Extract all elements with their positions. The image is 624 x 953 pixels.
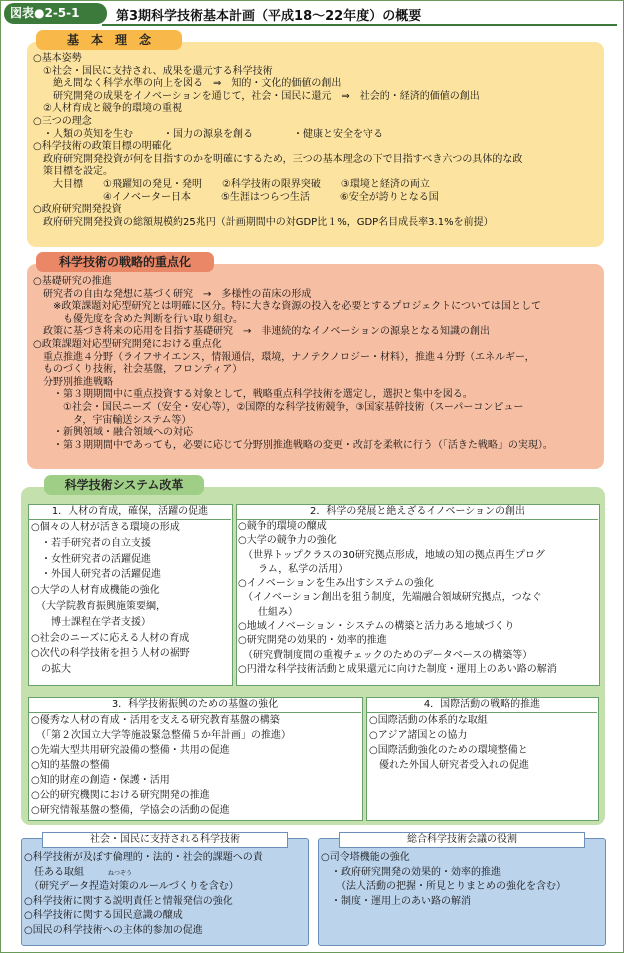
text-line: ・新興領域・融合領域への対応: [33, 427, 193, 439]
text-line: ○知的基盤の整備: [31, 760, 110, 771]
text-line: ○政府研究開発投資: [33, 204, 122, 216]
text-line: ○優秀な人材の育成・活用を支える研究教育基盤の構築: [31, 715, 280, 726]
text-line: ○科学技術の政策目標の明確化: [33, 141, 172, 153]
text-line: ○研究情報基盤の整備，学協会の活動の促進: [31, 805, 230, 816]
text-line: ※政策課題対応型研究とは明確に区分。特に大きな資源の投入を必要とするプロジェクトについては国として: [33, 301, 541, 313]
figure-number-badge: 図表●2-5-1: [4, 3, 107, 24]
text-line: タ，宇宙輸送システム等）: [33, 414, 192, 426]
text-line: の拡大: [31, 664, 71, 676]
text-line: 分野別推進戦略: [33, 376, 113, 388]
text-line: ものづくり技術，社会基盤，フロンティア）: [33, 364, 243, 376]
text-line: ・女性研究者の活躍促進: [31, 553, 151, 565]
text-line: ○研究開発の効果的・効率的推進: [238, 635, 387, 647]
text-line: 研究開発の成果をイノベーションを通じて，社会・国民に還元 ⇒ 社会的・経済的価値の創出: [33, 90, 480, 102]
text-line: ○地域イノベーション・システムの構築と活力ある地域づくり: [238, 621, 515, 633]
text-line: 研究者の自由な発想に基づく研究 → 多様性の苗床の形成: [33, 288, 312, 300]
strategic-priority-text: [33, 276, 553, 452]
text-line: 政府研究開発投資の総額規模約25兆円（計画期間中の対GDP比１%，GDP名目成長率3.1%を前提）: [33, 216, 494, 228]
infrastructure-box-heading: 3．科学技術振興のための基盤の強化: [29, 698, 361, 713]
text-line: も優先度を含めた判断を行い取り組む。: [33, 313, 243, 325]
innovation-box-text: [238, 520, 557, 677]
text-line: ○基礎研究の推進: [33, 276, 112, 287]
public-support-heading: 社会・国民に支持される科学技術: [42, 832, 288, 848]
talent-box-text: [31, 520, 190, 678]
infrastructure-box-text: [31, 713, 291, 818]
text-line: ○イノベーションを生み出すシステムの強化: [238, 578, 434, 590]
text-line: ○国際活動強化のための環境整備と: [369, 745, 528, 756]
text-line: 任ある取組: [24, 866, 84, 878]
international-box-heading: 4．国際活動の戦略的推進: [367, 698, 597, 713]
text-line: ラム，私学の活用）: [238, 563, 349, 575]
text-line: ○国民の科学技術への主体的参加の促進: [24, 924, 203, 936]
text-line: ④イノベーター日本 ⑤生涯はつらつ生活 ⑥安全が誇りとなる国: [33, 191, 439, 203]
text-line: ①社会・国民ニーズ（安全・安心等），②国際的な科学技術競争，③国家基幹技術（スーパーコンピュー: [33, 401, 524, 413]
text-line: ・第３期期間中であっても，必要に応じて分野別推進戦略の変更・改訂を柔軟に行う（「活きた戦略」の実現）。: [33, 439, 553, 451]
text-line: （研究データ捏造対策のルールづくりを含む）: [24, 881, 239, 893]
text-line: ○知的財産の創造・保護・活用: [31, 775, 170, 786]
text-line: （法人活動の把握・所見とりまとめの強化を含む）: [321, 881, 566, 893]
text-line: ○政策課題対応型研究開発における重点化: [33, 338, 222, 350]
text-line: ○個々の人材が活きる環境の形成: [31, 522, 180, 533]
international-box-text: [369, 713, 529, 773]
text-line: ・制度・運用上のあい路の解消: [321, 895, 471, 907]
talent-box-heading: 1．人材の育成，確保，活躍の促進: [29, 505, 231, 520]
text-line: 絶え間なく科学水準の向上を図る ⇒ 知的・文化的価値の創出: [33, 78, 342, 90]
text-line: ○司令塔機能の強化: [321, 852, 410, 863]
text-line: （「第２次国立大学等施設緊急整備５か年計画」の推進）: [31, 730, 291, 741]
text-line: ・外国人研究者の活躍促進: [31, 569, 161, 581]
text-line: ○円滑な科学技術活動と成果還元に向けた制度・運用上のあい路の解消: [238, 663, 557, 675]
text-line: 大目標 ①飛躍知の発見・発明 ②科学技術の限界突破 ③環境と経済の両立: [33, 178, 430, 190]
text-line: 政府研究開発投資が何を目指すのかを明確にするため，三つの基本理念の下で目指すべき六つの具体的な政: [33, 153, 523, 165]
text-line: （大学院教育振興施策要綱，: [31, 600, 166, 612]
cstp-role-text: [321, 851, 566, 909]
basic-principles-tab: 基 本 理 念: [36, 30, 182, 50]
text-line: （世界トップクラスの30研究拠点形成，地域の知の拠点再生プログ: [238, 549, 545, 561]
text-line: ・人類の英知を生む ・国力の源泉を創る ・健康と安全を守る: [33, 128, 383, 140]
text-line: ○国際活動の体系的な取組: [369, 715, 488, 726]
text-line: ○次代の科学技術を担う人材の裾野: [31, 648, 190, 660]
text-line: 政策に基づき将来の応用を目指す基礎研究 → 非連続的なイノベーションの源泉となる知識の創出: [33, 326, 490, 338]
text-line: ・政府研究開発の効果的・効率的推進: [321, 866, 501, 878]
text-line: ○社会のニーズに応える人材の育成: [31, 632, 190, 644]
text-line: ○競争的環境の醸成: [238, 521, 327, 532]
system-reform-tab: 科学技術システム改革: [44, 475, 204, 495]
fabrication-ruby: ねつぞう: [108, 870, 133, 877]
text-line: ○三つの理念: [33, 115, 92, 127]
text-line: 重点推進４分野（ライフサイエンス，情報通信，環境，ナノテクノロジー・材料），推進４分野（エネルギー，: [33, 351, 535, 363]
text-line: ○先端大型共用研究設備の整備・共用の促進: [31, 745, 230, 756]
text-line: 優れた外国人研究者受入れの促進: [369, 760, 529, 771]
text-line: 博士課程在学者支援）: [31, 616, 151, 628]
text-line: 策目標を設定。: [33, 166, 113, 178]
text-line: ②人材育成と競争的環境の重視: [33, 103, 182, 115]
strategic-priority-tab: 科学技術の戦略的重点化: [36, 252, 214, 272]
text-line: （研究費制度間の重複チェックのためのデータベースの構築等）: [238, 649, 533, 661]
public-support-text: [24, 851, 263, 939]
text-line: （イノベーション創出を狙う制度，先端融合領域研究拠点，つなぐ: [238, 592, 542, 604]
basic-principles-text: [33, 53, 522, 229]
text-line: ・若手研究者の自立支援: [31, 537, 151, 549]
text-line: ①社会・国民に支持され、成果を還元する科学技術: [33, 65, 273, 77]
text-line: 仕組み）: [238, 606, 298, 618]
innovation-box-heading: 2．科学の発展と絶えざるイノベーションの創出: [237, 505, 598, 520]
text-line: ○科学技術に関する国民意識の醸成: [24, 910, 183, 922]
cstp-role-heading: 総合科学技術会議の役割: [339, 832, 585, 848]
text-line: ○基本姿勢: [33, 53, 82, 64]
text-line: ○大学の人材育成機能の強化: [31, 585, 160, 597]
text-line: ○公的研究機関における研究開発の推進: [31, 790, 210, 801]
text-line: ・第３期期間中に重点投資する対象として，戦略重点科学技術を選定し，選択と集中を図る。: [33, 389, 473, 401]
text-line: ○科学技術が及ぼす倫理的・法的・社会的課題への責: [24, 852, 263, 863]
text-line: ○大学の競争力の強化: [238, 535, 337, 547]
text-line: ○科学技術に関する説明責任と情報発信の強化: [24, 895, 233, 907]
text-line: ○アジア諸国との協力: [369, 730, 468, 741]
header-rule: [102, 24, 617, 26]
figure-title: 第3期科学技術基本計画（平成18～22年度）の概要: [116, 9, 422, 24]
